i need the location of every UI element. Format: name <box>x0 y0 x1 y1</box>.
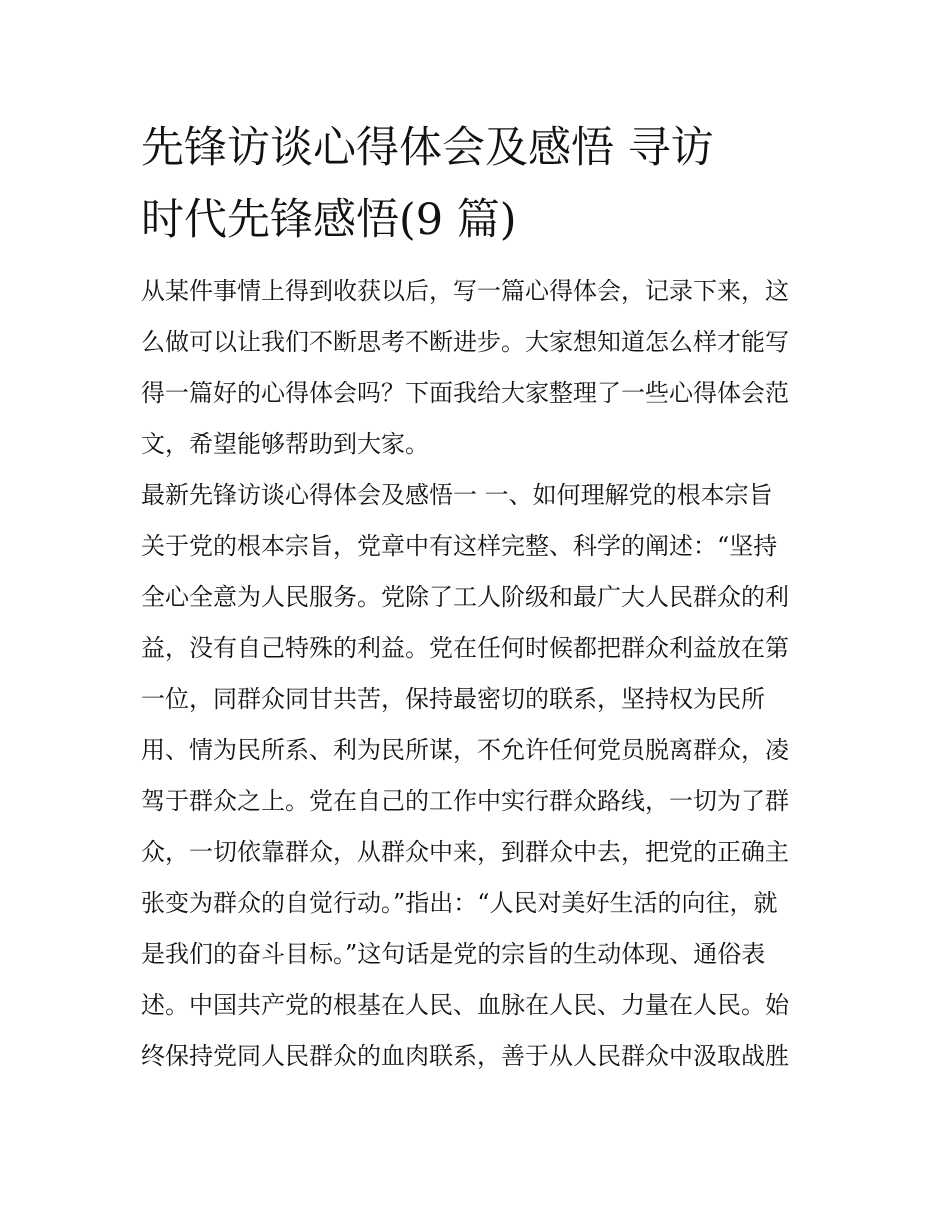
text-line: 张变为群众的自觉行动。”指出：“人民对美好生活的向往，就 <box>141 889 778 917</box>
text-line: 驾于群众之上。党在自己的工作中实行群众路线，一切为了群 <box>141 787 789 815</box>
text-line: 得一篇好的心得体会吗？下面我给大家整理了一些心得体会范 <box>141 379 789 407</box>
title-line: 先锋访谈心得体会及感悟 寻访 <box>141 123 714 173</box>
text-line: 终保持党同人民群众的血肉联系，善于从人民群众中汲取战胜 <box>141 1042 789 1070</box>
text-line: 述。中国共产党的根基在人民、血脉在人民、力量在人民。始 <box>141 991 789 1019</box>
text-line: 从某件事情上得到收获以后，写一篇心得体会，记录下来，这 <box>141 277 789 305</box>
intro-paragraph <box>141 266 813 470</box>
text-line: 是我们的奋斗目标。”这句话是党的宗旨的生动体现、通俗表 <box>141 940 766 968</box>
text-line: 文，希望能够帮助到大家。 <box>141 430 429 458</box>
text-line: 全心全意为人民服务。党除了工人阶级和最广大人民群众的利 <box>141 583 789 611</box>
document-content <box>141 112 813 1082</box>
text-line: 么做可以让我们不断思考不断进步。大家想知道怎么样才能写 <box>141 328 789 356</box>
title-line: 时代先锋感悟(9 篇) <box>141 195 517 245</box>
text-line: 关于党的根本宗旨，党章中有这样完整、科学的阐述：“坚持 <box>141 532 778 560</box>
text-line: 用、情为民所系、利为民所谋，不允许任何党员脱离群众，凌 <box>141 736 789 764</box>
document-title <box>141 112 813 256</box>
text-line: 众，一切依靠群众，从群众中来，到群众中去，把党的正确主 <box>141 838 789 866</box>
text-line: 益，没有自己特殊的利益。党在任何时候都把群众利益放在第 <box>141 634 789 662</box>
text-line: 最新先锋访谈心得体会及感悟一 一、如何理解党的根本宗旨 <box>141 481 773 509</box>
text-line: 一位，同群众同甘共苦，保持最密切的联系，坚持权为民所 <box>141 685 765 713</box>
section-paragraph <box>141 470 813 1082</box>
